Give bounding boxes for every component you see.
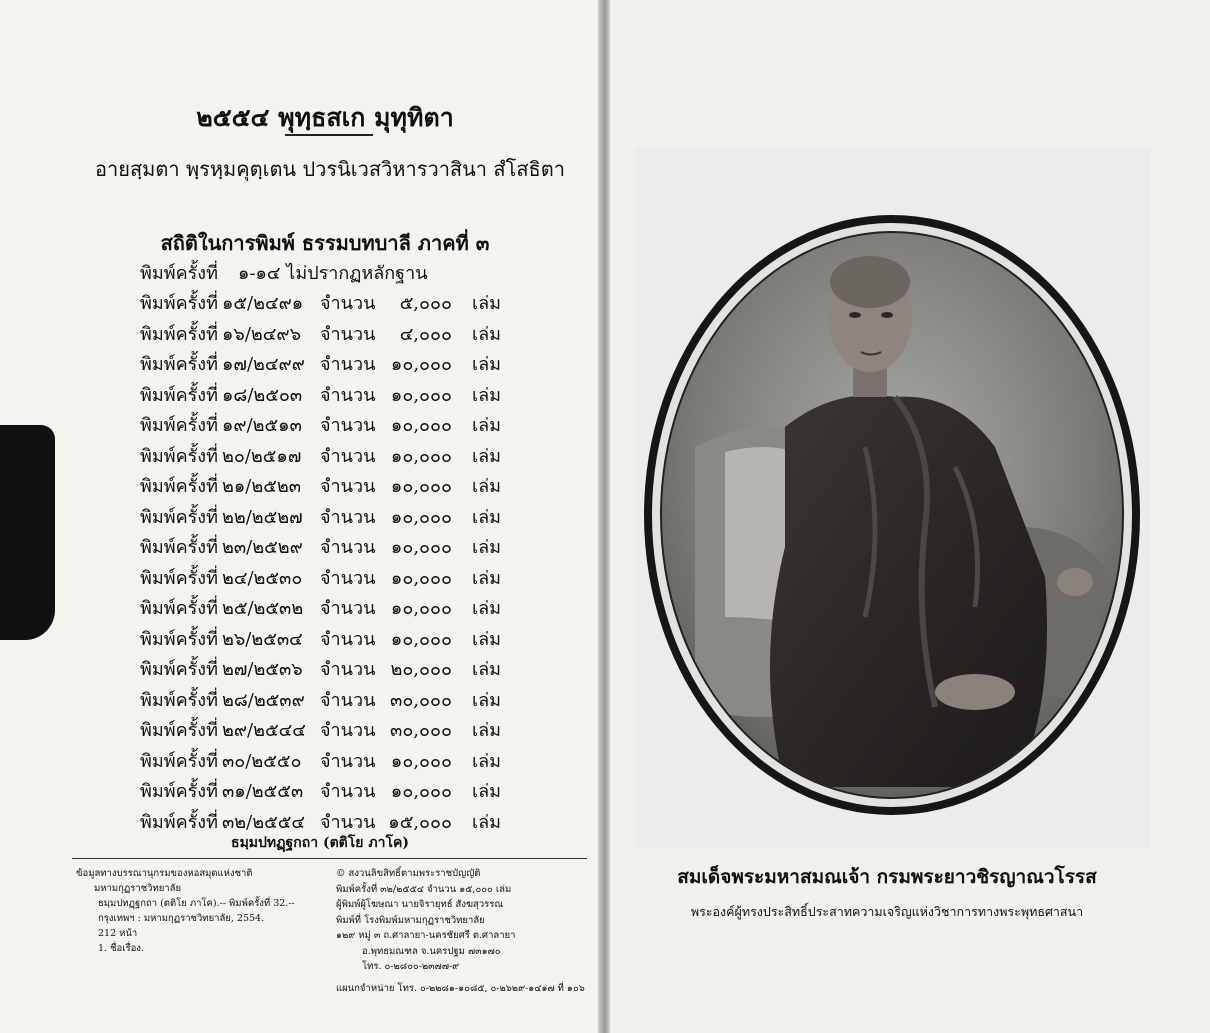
- row-edition: ๓๑/๒๕๕๓: [222, 781, 304, 802]
- footer-book-title: ธมฺมปทฏฺฐกถา (ตติโย ภาโค): [231, 835, 409, 851]
- row-quantity: ๑๐,๐๐๐: [390, 476, 452, 497]
- row-label: พิมพ์ครั้งที่: [140, 476, 218, 497]
- row-quantity: ๔,๐๐๐: [399, 323, 452, 345]
- row-label: พิมพ์ครั้งที่: [140, 659, 218, 680]
- statistics-title: สถิติในการพิมพ์ ธรรมบทบาลี ภาคที่ ๓: [160, 231, 490, 255]
- row-quantity: ๓๐,๐๐๐: [390, 720, 452, 741]
- row-label: พิมพ์ครั้งที่: [140, 750, 218, 772]
- row-label: พิมพ์ครั้งที่: [140, 445, 218, 467]
- row-count-word: จำนวน: [320, 781, 376, 802]
- row-label: พิมพ์ครั้งที่: [140, 263, 218, 284]
- row-edition: ๒๔/๒๕๓๐: [222, 567, 303, 589]
- publisher-line: อ.พุทธมณฑล จ.นครปฐม ๗๓๑๗๐: [362, 945, 501, 957]
- catalog-line: 212 หน้า: [98, 928, 138, 939]
- row-edition: ๒๖/๒๕๓๔: [222, 628, 303, 650]
- row-count-word: จำนวน: [320, 537, 376, 558]
- catalog-line: กรุงเทพฯ : มหามกุฏราชวิทยาลัย, 2554.: [98, 913, 265, 924]
- portrait-photo: [635, 147, 1150, 848]
- row-unit: เล่ม: [472, 537, 502, 558]
- row-edition: ๒๓/๒๕๒๙: [222, 537, 303, 558]
- table-row: [0, 532, 604, 560]
- catalog-line: ธมฺมปทฏฺฐกถา (ตติโย ภาโค).-- พิมพ์ครั้งที่ 32.--: [98, 898, 295, 909]
- row-count-word: จำนวน: [320, 476, 376, 497]
- table-row: [0, 410, 604, 438]
- row-edition: ๒๐/๒๕๑๗: [222, 445, 302, 467]
- table-row: [0, 746, 604, 774]
- catalog-info: [76, 866, 326, 956]
- row-quantity: ๑๐,๐๐๐: [390, 567, 452, 589]
- publisher-line: © สงวนลิขสิทธิ์ตามพระราชบัญญัติ: [336, 868, 481, 879]
- row-label: พิมพ์ครั้งที่: [140, 537, 218, 558]
- row-count-word: จำนวน: [320, 384, 376, 406]
- publisher-line: แผนกจำหน่าย โทร. ๐-๒๒๘๑-๑๐๘๕, ๐-๒๖๒๙-๑๔๑๗ ที่ ๑๐๖: [336, 982, 585, 994]
- row-label: พิมพ์ครั้งที่: [140, 384, 218, 406]
- row-edition: ๒๙/๒๕๔๔: [222, 720, 306, 741]
- monk-portrait-image: [635, 147, 1150, 848]
- row-quantity: ๑๐,๐๐๐: [390, 750, 452, 772]
- row-unit: เล่ม: [472, 354, 502, 375]
- row-quantity: ๑๐,๐๐๐: [390, 415, 452, 436]
- table-row: [0, 319, 604, 347]
- row-count-word: จำนวน: [320, 506, 376, 528]
- row-edition: ๑๖/๒๔๙๖: [222, 323, 302, 345]
- row-quantity: ๑๐,๐๐๐: [390, 354, 452, 375]
- row-label: พิมพ์ครั้งที่: [140, 567, 218, 589]
- row-quantity: ๑๐,๐๐๐: [390, 537, 452, 558]
- row-unit: เล่ม: [472, 323, 502, 345]
- row-label: พิมพ์ครั้งที่: [140, 323, 218, 345]
- row-label: พิมพ์ครั้งที่: [140, 506, 218, 528]
- portrait-caption-subtitle: พระองค์ผู้ทรงประสิทธิ์ประสาทความเจริญแห่งวิชาการทางพระพุทธศาสนา: [690, 904, 1084, 919]
- row-count-word: จำนวน: [320, 598, 376, 619]
- row-count-word: จำนวน: [320, 354, 376, 375]
- row-quantity: ๑๐,๐๐๐: [390, 445, 452, 467]
- row-label: พิมพ์ครั้งที่: [140, 781, 218, 802]
- row-unit: เล่ม: [472, 659, 502, 680]
- table-row: [0, 685, 604, 713]
- row-edition: ๒๕/๒๕๓๒: [222, 598, 304, 619]
- row-label: พิมพ์ครั้งที่: [140, 598, 218, 619]
- row-edition: ๓๐/๒๕๕๐: [222, 750, 302, 772]
- table-row: [0, 441, 604, 469]
- editor-line: อายสฺมตา พฺรหฺมคุตฺเตน ปวรนิเวสวิหารวาสินา สํโสธิตา: [95, 157, 565, 181]
- row-quantity: ๑๕,๐๐๐: [388, 811, 452, 833]
- table-row: [0, 715, 604, 743]
- catalog-line: ข้อมูลทางบรรณานุกรมของหอสมุดแห่งชาติ: [76, 868, 253, 879]
- row-unit: เล่ม: [472, 476, 502, 497]
- row-edition: ๒๒/๒๕๒๗: [222, 506, 303, 528]
- table-row: [0, 471, 604, 499]
- row-edition: ๑๙/๒๕๑๓: [222, 415, 302, 436]
- row-label: พิมพ์ครั้งที่: [140, 415, 218, 436]
- row-unit: เล่ม: [472, 720, 502, 741]
- row-unit: เล่ม: [472, 781, 502, 802]
- row-unit: เล่ม: [472, 811, 502, 833]
- row-label: พิมพ์ครั้งที่: [140, 689, 218, 711]
- row-label: พิมพ์ครั้งที่: [140, 628, 218, 650]
- row-quantity: ๒๐,๐๐๐: [390, 659, 452, 680]
- table-row: [0, 502, 604, 530]
- table-row: [0, 776, 604, 804]
- row-count-word: จำนวน: [320, 628, 376, 650]
- row-count-word: จำนวน: [320, 415, 376, 436]
- table-row: [0, 654, 604, 682]
- row-unit: เล่ม: [472, 750, 502, 772]
- row-quantity: ๑๐,๐๐๐: [390, 781, 452, 802]
- row-edition: ๒๘/๒๕๓๙: [222, 689, 305, 711]
- row-unit: เล่ม: [472, 628, 502, 650]
- publisher-line: ๑๒๙ หมู่ ๓ ถ.ศาลายา-นครชัยศรี ต.ศาลายา: [336, 930, 516, 941]
- table-row: [0, 593, 604, 621]
- table-row: [0, 563, 604, 591]
- portrait-caption-title: สมเด็จพระมหาสมณเจ้า กรมพระยาวชิรญาณวโรรส: [677, 866, 1097, 888]
- row-count-word: จำนวน: [320, 323, 376, 345]
- row-label: พิมพ์ครั้งที่: [140, 811, 218, 833]
- header-divider: [285, 134, 373, 136]
- publisher-line: ผู้พิมพ์ผู้โฆษณา นายจิรายุทธ์ สังฆสุวรรณ: [336, 899, 504, 910]
- row-quantity: ๑๐,๐๐๐: [390, 628, 452, 650]
- row-edition: ๑๕/๒๔๙๑: [222, 293, 304, 314]
- row-count-word: จำนวน: [320, 811, 376, 833]
- row-quantity: ๑๐,๐๐๐: [390, 598, 452, 619]
- row-label: พิมพ์ครั้งที่: [140, 293, 218, 314]
- table-row: [0, 258, 604, 286]
- dedication-header: ๒๕๕๔ พุทฺธสเก มุทุทิตา: [196, 103, 454, 132]
- table-row: [0, 349, 604, 377]
- row-unit: เล่ม: [472, 445, 502, 467]
- row-count-word: จำนวน: [320, 659, 376, 680]
- row-unit: เล่ม: [472, 567, 502, 589]
- row-label: พิมพ์ครั้งที่: [140, 720, 218, 741]
- row-unit: เล่ม: [472, 689, 502, 711]
- publisher-line: โทร. ๐-๒๘๐๐-๒๓๗๗-๙: [362, 961, 460, 972]
- row-text: ๑-๑๔ ไม่ปรากฏหลักฐาน: [238, 263, 428, 284]
- row-count-word: จำนวน: [320, 689, 376, 711]
- table-row: [0, 624, 604, 652]
- row-quantity: ๕,๐๐๐: [399, 293, 452, 314]
- footer-divider: [72, 858, 587, 859]
- row-count-word: จำนวน: [320, 750, 376, 772]
- row-edition: ๒๗/๒๕๓๖: [222, 659, 303, 680]
- row-count-word: จำนวน: [320, 445, 376, 467]
- publisher-info: [336, 866, 596, 996]
- row-edition: ๑๘/๒๕๐๓: [222, 384, 303, 406]
- row-quantity: ๑๐,๐๐๐: [390, 506, 452, 528]
- catalog-line: มหามกุฏราชวิทยาลัย: [94, 883, 182, 894]
- catalog-line: 1. ชื่อเรื่อง.: [98, 943, 144, 954]
- row-unit: เล่ม: [472, 506, 502, 528]
- row-unit: เล่ม: [472, 384, 502, 406]
- row-label: พิมพ์ครั้งที่: [140, 354, 218, 375]
- table-row: [0, 380, 604, 408]
- row-quantity: ๓๐,๐๐๐: [390, 689, 452, 711]
- publisher-line: พิมพ์ครั้งที่ ๓๒/๒๕๕๔ จำนวน ๑๕,๐๐๐ เล่ม: [336, 883, 512, 895]
- row-edition: ๑๗/๒๔๙๙: [222, 354, 305, 375]
- row-count-word: จำนวน: [320, 293, 376, 314]
- row-quantity: ๑๐,๐๐๐: [390, 384, 452, 406]
- table-row: [0, 288, 604, 316]
- row-edition: ๓๒/๒๕๕๔: [222, 811, 305, 833]
- row-unit: เล่ม: [472, 598, 502, 619]
- row-edition: ๒๑/๒๕๒๓: [222, 476, 302, 497]
- row-count-word: จำนวน: [320, 567, 376, 589]
- row-unit: เล่ม: [472, 293, 502, 314]
- row-count-word: จำนวน: [320, 720, 376, 741]
- table-row: [0, 807, 604, 835]
- row-unit: เล่ม: [472, 415, 502, 436]
- publisher-line: พิมพ์ที่ โรงพิมพ์มหามกุฏราชวิทยาลัย: [336, 914, 485, 926]
